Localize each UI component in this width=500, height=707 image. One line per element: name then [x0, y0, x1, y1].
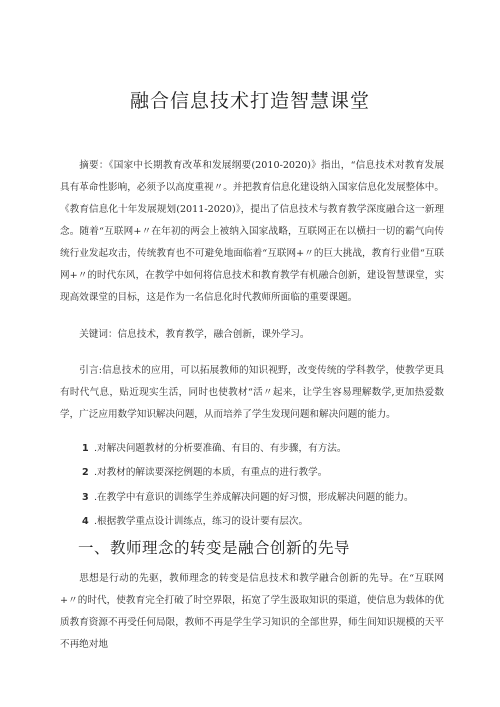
list-item-number: 2 — [82, 467, 89, 478]
list-item-text: .在教学中有意识的训练学生养成解决问题的好习惯，形成解决问题的能力。 — [94, 492, 414, 503]
list-item-number: 1 — [82, 443, 89, 454]
list-item-text: .根据教学重点设计训练点，练习的设计要有层次。 — [94, 516, 309, 527]
keywords-paragraph: 关键词：信息技术，教育教学，融合创新，课外学习。 — [79, 329, 310, 340]
list-item-number: 4 — [82, 516, 89, 527]
section-heading: 一、教师理念的转变是融合创新的先导 — [78, 539, 351, 557]
list-item — [82, 438, 442, 460]
list-item — [82, 487, 442, 509]
list-item-text: .对解决问题教材的分析要准确、有目的、有步骤，有方法。 — [94, 443, 347, 454]
list-item-text: .对教材的解读要深挖例题的本质，有重点的进行教学。 — [94, 467, 328, 478]
list-item-number: 3 — [82, 492, 89, 503]
abstract-paragraph: 摘要：《国家中长期教育改革和发展纲要(2010-2020)》指出，“信息技术对教育发展具有革命性影响，必须予以高度重视〃。并把教育信息化建设纳入国家信息化发展整体中。《教育信息化十年发展规划(2011-2020)》，提出了信息技术与教育教学深度融合这一新理念。随着“互联网+〃在年初的两会上被纳入国家战略，互联网正在以横扫一切的霸气向传统行业发起攻击，传统教育也不可避免地面临着“互联网+〃的巨大挑战，教育行业借“互联网+〃的时代东风，在教学中如何将信息技术和教育教学有机融合创新，建设智慧课堂，实现高效课堂的目标，这是作为一名信息化时代教师所面临的重要课题。 — [60, 160, 444, 303]
list-item — [82, 462, 442, 484]
section-body-paragraph: 思想是行动的先驱，教师理念的转变是信息技术和教学融合创新的先导。在“互联网+〃的时代，使教育完全打破了时空界限，拓宽了学生汲取知识的渠道，使信息为载体的优质教育资源不再受任何局限，教师不再是学生学习知识的全部世界，师生间知识规模的天平不再绝对地 — [60, 573, 444, 650]
list-item — [82, 511, 442, 533]
intro-paragraph: 引言:信息技术的应用，可以拓展教师的知识视野，改变传统的学科教学，使教学更具有时代气息，贴近现实生活，同时也使教材“活〃起来，让学生容易理解数学,更加热爱数学，广泛应用数学知识解决问题，从而培养了学生发现问题和解决问题的能力。 — [60, 365, 444, 420]
document-title: 融合信息技术打造智慧课堂 — [129, 90, 370, 112]
